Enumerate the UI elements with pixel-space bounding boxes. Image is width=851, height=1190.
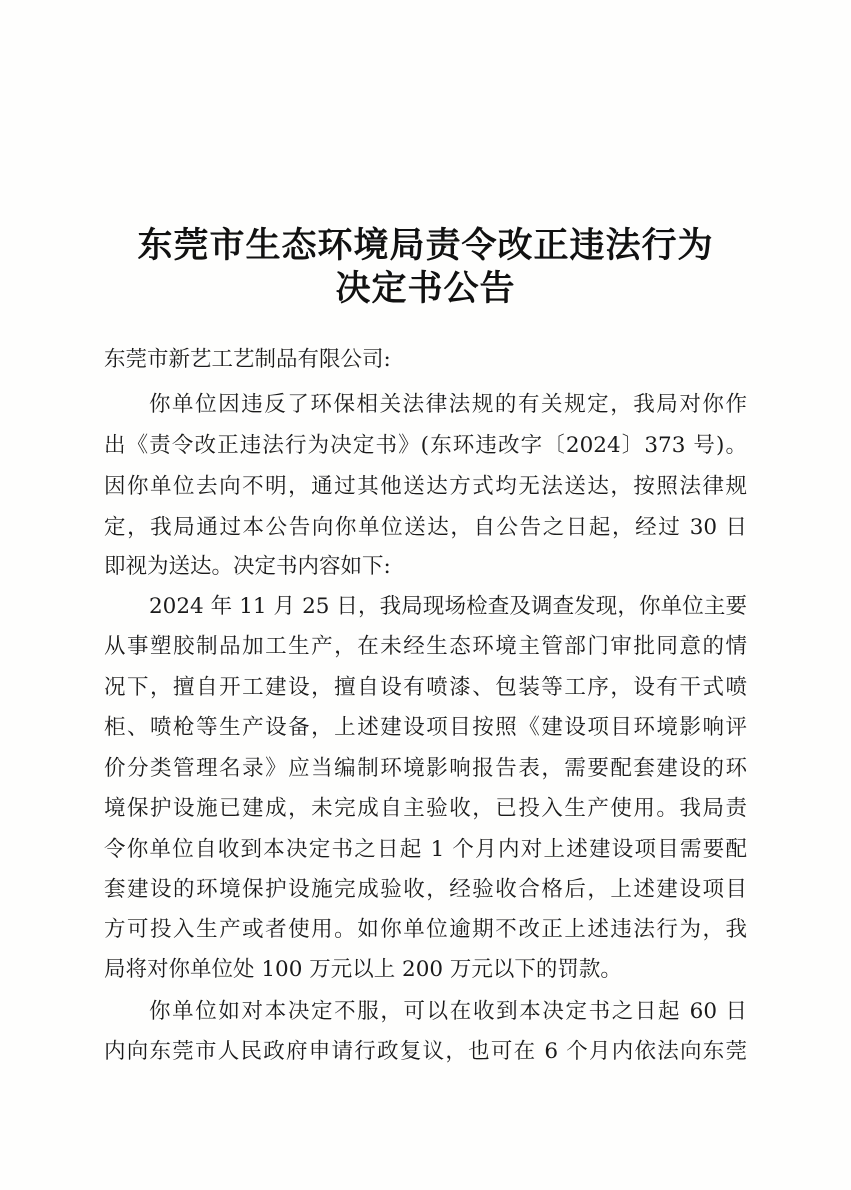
paragraph-2-line-10: 局将对你单位处 100 万元以上 200 万元以下的罚款。	[104, 957, 622, 982]
paragraph-1-line-5: 即视为送达。决定书内容如下:	[104, 554, 391, 579]
paragraph-3-line-1: 你单位如对本决定不服，可以在收到本决定书之日起 60 日	[149, 999, 747, 1024]
paragraph-1-line-4: 定，我局通过本公告向你单位送达，自公告之日起，经过 30 日	[104, 515, 747, 540]
paragraph-2-line-2: 从事塑胶制品加工生产，在未经生态环境主管部门审批同意的情	[104, 634, 747, 659]
paragraph-2-line-9: 方可投入生产或者使用。如你单位逾期不改正上述违法行为，我	[104, 917, 747, 942]
paragraph-1-line-1: 你单位因违反了环保相关法律法规的有关规定，我局对你作	[149, 392, 747, 417]
paragraph-2-line-4: 柜、喷枪等生产设备，上述建设项目按照《建设项目环境影响评	[104, 715, 747, 740]
paragraph-2-line-1: 2024 年 11 月 25 日，我局现场检查及调查发现，你单位主要	[149, 594, 747, 619]
paragraph-2-line-6: 境保护设施已建成，未完成自主验收，已投入生产使用。我局责	[104, 796, 747, 821]
paragraph-2-line-8: 套建设的环境保护设施完成验收，经验收合格后，上述建设项目	[104, 877, 747, 902]
paragraph-2-line-5: 价分类管理名录》应当编制环境影响报告表，需要配套建设的环	[104, 756, 747, 781]
paragraph-1-line-2: 出《责令改正违法行为决定书》(东环违改字〔2024〕373 号)。	[104, 433, 747, 458]
recipient-line: 东莞市新艺工艺制品有限公司:	[104, 347, 391, 372]
paragraph-3-line-2: 内向东莞市人民政府申请行政复议，也可在 6 个月内依法向东莞	[104, 1039, 747, 1064]
paragraph-1-line-3: 因你单位去向不明，通过其他送达方式均无法送达，按照法律规	[104, 474, 747, 499]
paragraph-2-line-3: 况下，擅自开工建设，擅自设有喷漆、包装等工序，设有干式喷	[104, 675, 747, 700]
document-title-line-2: 决定书公告	[335, 268, 516, 309]
document-title-line-1: 东莞市生态环境局责令改正违法行为	[137, 225, 714, 266]
paragraph-2-line-7: 令你单位自收到本决定书之日起 1 个月内对上述建设项目需要配	[104, 837, 747, 862]
